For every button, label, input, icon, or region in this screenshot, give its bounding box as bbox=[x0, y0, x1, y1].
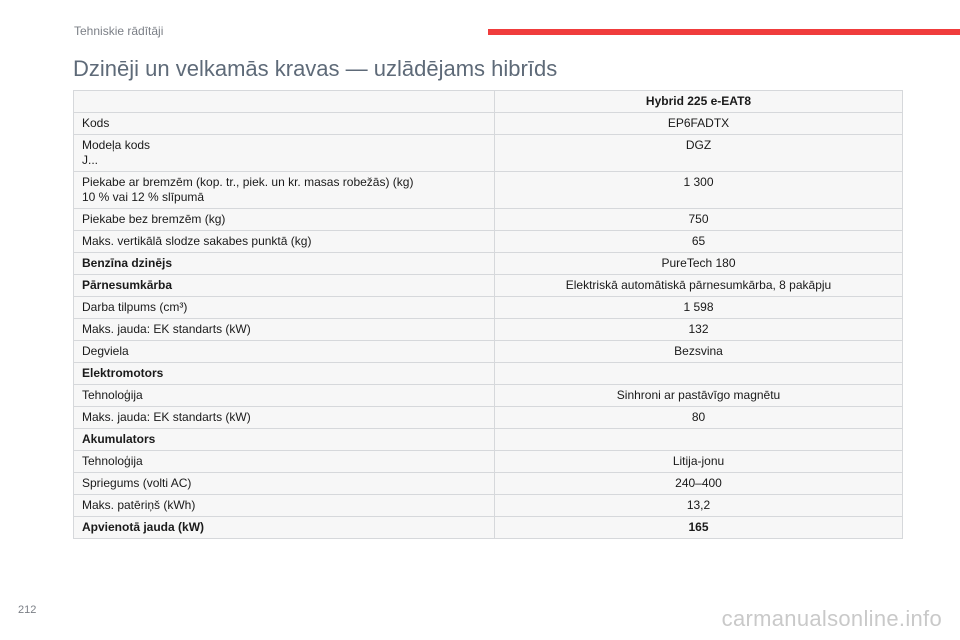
table-row bbox=[74, 113, 903, 135]
row-label: Apvienotā jauda (kW) bbox=[74, 517, 495, 539]
row-label: Maks. vertikālā slodze sakabes punktā (kg) bbox=[74, 231, 495, 253]
table-row bbox=[74, 385, 903, 407]
row-value: 65 bbox=[495, 231, 903, 253]
row-label: Maks. jauda: EK standarts (kW) bbox=[74, 319, 495, 341]
row-label bbox=[74, 135, 495, 172]
table-row bbox=[74, 517, 903, 539]
row-label: Pārnesumkārba bbox=[74, 275, 495, 297]
table-header-value: Hybrid 225 e-EAT8 bbox=[495, 91, 903, 113]
row-label: Benzīna dzinējs bbox=[74, 253, 495, 275]
row-value: 80 bbox=[495, 407, 903, 429]
row-value: Litija-jonu bbox=[495, 451, 903, 473]
row-value: PureTech 180 bbox=[495, 253, 903, 275]
row-label: Tehnoloģija bbox=[74, 385, 495, 407]
row-label-line2: J... bbox=[82, 153, 99, 167]
row-value: EP6FADTX bbox=[495, 113, 903, 135]
table-row bbox=[74, 297, 903, 319]
row-value: 1 300 bbox=[495, 172, 903, 209]
table-row bbox=[74, 135, 903, 172]
row-label: Piekabe bez bremzēm (kg) bbox=[74, 209, 495, 231]
table-row bbox=[74, 495, 903, 517]
row-value: 165 bbox=[495, 517, 903, 539]
row-label-line2: 10 % vai 12 % slīpumā bbox=[82, 190, 205, 204]
row-label: Maks. patēriņš (kWh) bbox=[74, 495, 495, 517]
row-label: Elektromotors bbox=[74, 363, 495, 385]
table-row bbox=[74, 253, 903, 275]
row-label: Kods bbox=[74, 113, 495, 135]
row-label-line1: Modeļa kods bbox=[82, 138, 151, 152]
row-label: Akumulators bbox=[74, 429, 495, 451]
watermark: carmanualsonline.info bbox=[721, 606, 942, 631]
row-value bbox=[495, 363, 903, 385]
row-value: 13,2 bbox=[495, 495, 903, 517]
table-row bbox=[74, 319, 903, 341]
table-header-empty bbox=[74, 91, 495, 113]
table-row bbox=[74, 209, 903, 231]
header-accent-bar bbox=[488, 29, 960, 35]
table-row bbox=[74, 275, 903, 297]
row-value: 1 598 bbox=[495, 297, 903, 319]
table-row bbox=[74, 363, 903, 385]
spec-table bbox=[73, 90, 903, 539]
row-value: 240–400 bbox=[495, 473, 903, 495]
table-row bbox=[74, 451, 903, 473]
row-label: Spriegums (volti AC) bbox=[74, 473, 495, 495]
row-label: Tehnoloģija bbox=[74, 451, 495, 473]
row-label: Maks. jauda: EK standarts (kW) bbox=[74, 407, 495, 429]
row-label: Darba tilpums (cm³) bbox=[74, 297, 495, 319]
row-label: Degviela bbox=[74, 341, 495, 363]
row-value bbox=[495, 429, 903, 451]
page-number: 212 bbox=[18, 604, 37, 616]
row-value: Sinhroni ar pastāvīgo magnētu bbox=[495, 385, 903, 407]
table-row bbox=[74, 172, 903, 209]
row-value: DGZ bbox=[495, 135, 903, 172]
table-row bbox=[74, 473, 903, 495]
table-row bbox=[74, 231, 903, 253]
row-label bbox=[74, 172, 495, 209]
row-value: 132 bbox=[495, 319, 903, 341]
table-row bbox=[74, 341, 903, 363]
table-header-row bbox=[74, 91, 903, 113]
row-value: 750 bbox=[495, 209, 903, 231]
section-label: Tehniskie rādītāji bbox=[74, 24, 164, 38]
row-label-line1: Piekabe ar bremzēm (kop. tr., piek. un kr. masas robežās) (kg) bbox=[82, 175, 414, 189]
page-title: Dzinēji un velkamās kravas — uzlādējams hibrīds bbox=[73, 56, 558, 81]
table-row bbox=[74, 407, 903, 429]
row-value: Elektriskā automātiskā pārnesumkārba, 8 pakāpju bbox=[495, 275, 903, 297]
table-row bbox=[74, 429, 903, 451]
row-value: Bezsvina bbox=[495, 341, 903, 363]
